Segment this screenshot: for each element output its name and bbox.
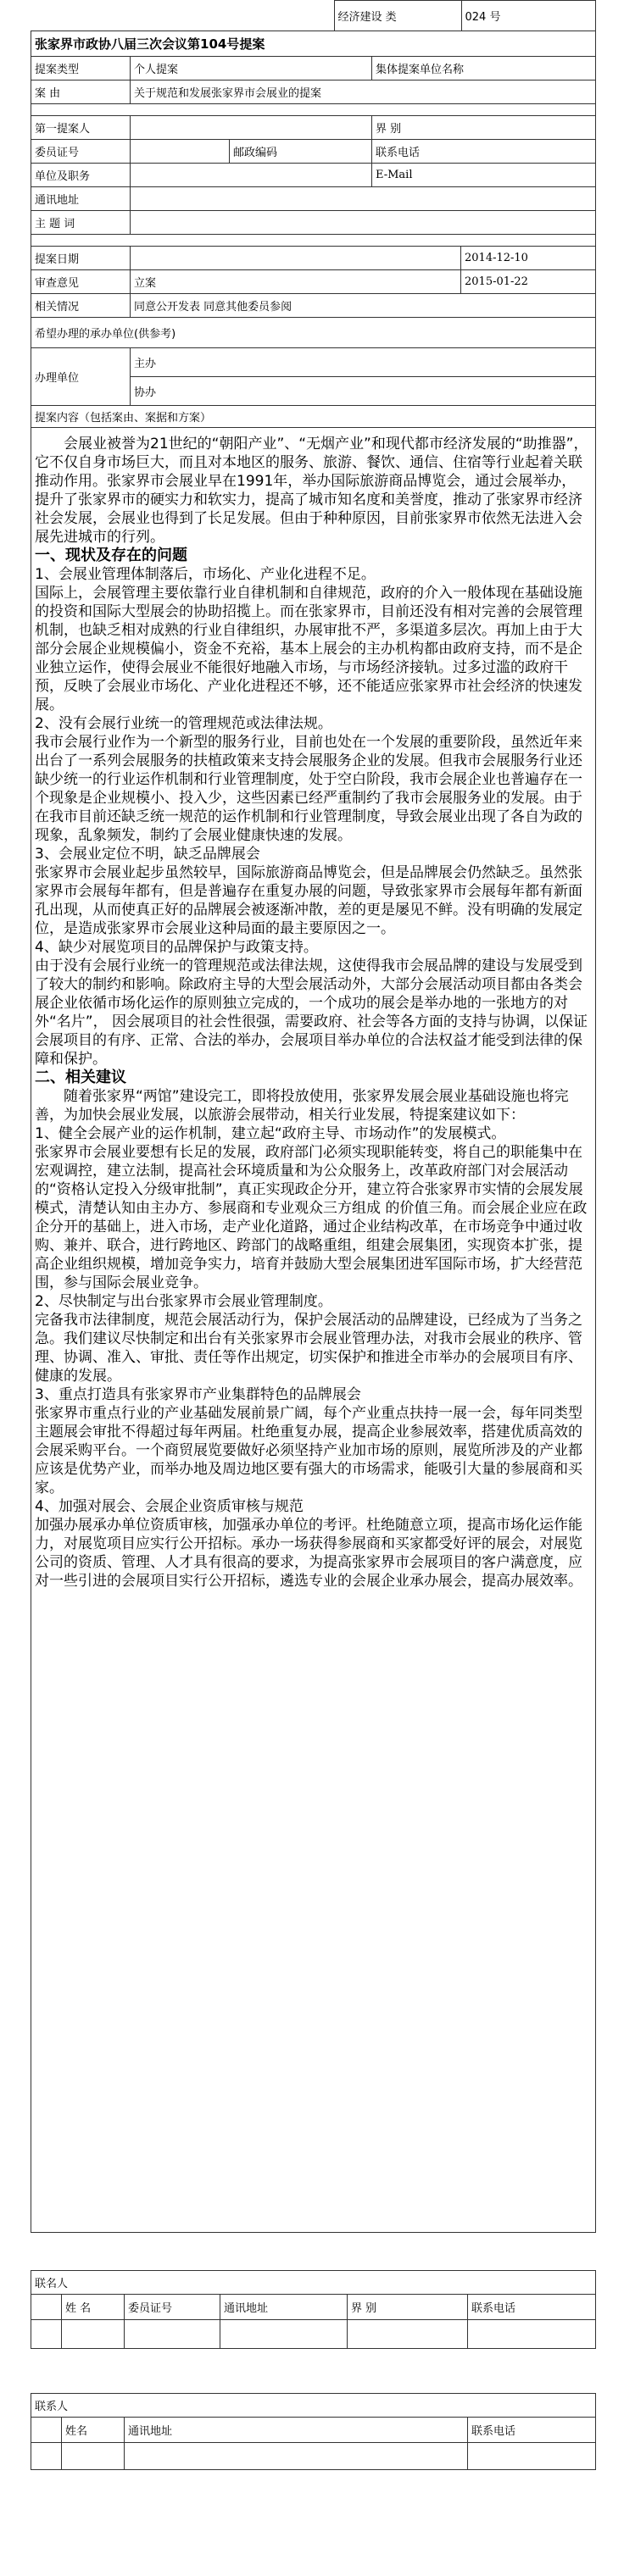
body-paragraph: 随着张家界“两馆”建设完工，即将投放使用，张家界发展会展业基础设施也将完善，为加快会展业发展，以旅游会展带动，相关行业发展，特提案建议如下： [35,1087,569,1124]
unit-label: 单位及职务 [31,163,131,186]
proposal-main-table [31,31,596,2233]
review-value: 立案 [131,269,461,293]
proposal-number: 024 号 [461,1,595,31]
handling-label: 办理单位 [31,347,131,405]
body-paragraph: 4、缺少对展览项目的品牌保护与政策支持。 [35,938,318,956]
body-paragraph: 完备我市法律制度，规范会展活动行为，保护会展活动的品牌建设，已经成为了当务之急。我们建议尽快制定和出台有关张家界市会展业管理办法，对我市会展业的秩序、管理、协调、准入、审批、责任等作出规定，切实保护和推进全市举办的会展项目有序、健康的发展。 [35,1311,582,1385]
contact-col-name: 姓名 [62,2417,125,2442]
address-label: 通讯地址 [31,186,131,210]
body-paragraph: 1、健全会展产业的运作机制，建立起“政府主导、市场动作”的发展模式。 [35,1124,506,1142]
date-label: 提案日期 [31,246,131,269]
first-proposer-label: 第一提案人 [31,115,131,139]
related-label: 相关情况 [31,293,131,317]
body-paragraph: 我市会展行业作为一个新型的服务行业，目前也处在一个发展的重要阶段，虽然近年来出台了一系列会展服务的扶植政策来支持会展服务企业的发展。但我市会展服务行业还缺少统一的行业运作机制和行业管理制度，处于空白阶段，我市会展企业也普遍存在一个现象是企业规模小、投入少，这些因素已经严重制约了我市会展服务业的发展。由于在我市目前还缺乏统一规范的运作机制和行业管理制度，导致会展业出现了各自为政的现象，乱象频发，制约了会展业健康快速的发展。 [35,733,582,844]
body-paragraph: 2、尽快制定与出台张家界市会展业管理制度。 [35,1292,332,1310]
co-handler-label: 协办 [131,376,596,405]
cosigners-col-member-no: 委员证号 [125,2294,220,2319]
contact-col-phone: 联系电话 [468,2417,596,2442]
contact-col-address: 通讯地址 [125,2417,468,2442]
body-paragraph: 3、会展业定位不明，缺乏品牌展会 [35,845,260,863]
related-value: 同意公开发表 同意其他委员参阅 [131,293,596,317]
body-paragraph: 由于没有会展行业统一的管理规范或法律法规，这使得我市会展品牌的建设与发展受到了较大的制约和影响。除政府主导的大型会展活动外，大部分会展活动项目都由各类会展企业依循市场化运作的原则独立完成的，一个成功的展会是举办地的一张地方的对外“名片”， 因会展项目的社会性很强，需要政府、社会等各方面的支持与协调，以保证会展项目的有序、正常、合法的举办，会展项目举办单位的合法权益才能受到法律的保障和保护。 [35,957,588,1068]
wish-label: 希望办理的承办单位(供参考) [31,317,596,347]
body-paragraph: 国际上，会展管理主要依靠行业自律机制和自律规范，政府的介入一般体现在基础设施的投资和国际大型展会的协助招揽上。而在张家界市，目前还没有相对完善的会展管理机制，也缺乏相对成熟的行业自律组织，办展审批不严，多渠道多层次。再加上由于大部分会展企业规模偏小，资金不充裕，基本上展会的主办机构都由政府支持，而不是企业独立运作，使得会展业不能很好地融入市场，与市场经济接轨。过多过滥的政府干预，反映了会展业市场化、产业化进程还不够，还不能适应张家界市社会经济的快速发展。 [35,584,582,713]
cosigners-section-label: 联名人 [31,2270,596,2294]
section-heading: 二、相关建议 [35,1068,126,1086]
body-paragraph: 会展业被誉为21世纪的“朝阳产业”、“无烟产业”和现代都市经济发展的“助推器”，它不仅自身市场巨大，而且对本地区的服务、旅游、餐饮、通信、住宿等行业起着关联推动作用。张家界市会展业早在1991年，举办国际旅游商品博览会，通过会展举办，提升了张家界市的硬实力和软实力，提高了城市知名度和美誉度，推动了张家界市经济社会发展，会展业也得到了长足发展。但由于种种原因，目前张家界市依然无法进入会展先进城市的行列。 [35,435,588,546]
review-date: 2015-01-22 [461,269,596,293]
body-paragraph: 2、没有会展行业统一的管理规范或法律法规。 [35,714,332,732]
postcode-label: 邮政编码 [230,139,372,163]
page-title: 张家界市政协八届三次会议第104号提案 [31,31,596,56]
cosigners-table [31,2270,596,2349]
cosigners-col-address: 通讯地址 [220,2294,348,2319]
phone-label: 联系电话 [372,139,596,163]
review-label: 审查意见 [31,269,131,293]
main-handler-label: 主办 [131,347,596,376]
cosigners-col-name: 姓 名 [62,2294,125,2319]
topic-label: 主 题 词 [31,210,131,234]
body-paragraph: 张家界市会展业要想有长足的发展，政府部门必须实现职能转变，将自己的职能集中在宏观调控，建立法制，提高社会环境质量和为公众服务上，改革政府部门对会展活动的“资格认定投入分级审批制”，真正实现政企分开，建立符合张家界市实情的会展发展模式，清楚认知由主办方、参展商和专业观众三方组成 的价值三角。而会展企业应在政企分开的基础上，进入市场，走产业化道路，通过企业结构改革，在市场竞争中通过收购、兼并、联合，进行跨地区、跨部门的战略重组，组建会展集团，实现资本扩张，提高企业组织规模，增加竞争实力，培育并鼓励大型会展集团进军国际市场，扩大经营范围，参与国际会展业竞争。 [35,1143,588,1291]
contact-table [31,2393,596,2470]
collective-label: 集体提案单位名称 [372,56,596,80]
content-label: 提案内容（包括案由、案据和方案） [31,405,596,427]
group-label: 界 别 [372,115,596,139]
category-label: 经济建设 类 [334,1,461,31]
body-paragraph: 张家界市会展业起步虽然较早，国际旅游商品博览会，但是品牌展会仍然缺乏。虽然张家界市会展每年都有，但是普遍存在重复办展的问题，导致张家界市会展每年都有新面孔出现，从而使真正好的品牌展会被逐渐冲散，差的更是屡见不鲜。没有明确的发展定位，是造成张家界市会展业这种局面的最主要原因之一。 [35,863,582,937]
body-paragraph: 张家界市重点行业的产业基础发展前景广阔，每个产业重点扶持一展一会，每年同类型主题展会审批不得超过每年两届。杜绝重复办展，提高企业参展效率，搭建优质高效的会展采购平台。一个商贸展览要做好必须坚持产业加市场的原则，展览所涉及的产业都应该是优势产业，而举办地及周边地区要有强大的市场需求，能吸引大量的参展商和买家。 [35,1404,582,1496]
subject-label: 案 由 [31,80,131,103]
body-paragraph: 加强办展承办单位资质审核，加强承办单位的考评。杜绝随意立项，提高市场化运作能力，对展览项目应实行公开招标。承办一场获得参展商和买家都受好评的展会，对展览公司的资质、管理、人才具有很高的要求，为提高张家界市会展项目的客户满意度，应对一些引进的会展项目实行公开招标，遴选专业的会展企业承办展会，提高办展效率。 [35,1516,582,1590]
proposal-type-value: 个人提案 [131,56,372,80]
body-paragraph: 1、会展业管理体制落后，市场化、产业化进程不足。 [35,565,376,583]
member-no-label: 委员证号 [31,139,131,163]
body-paragraph: 4、加强对展会、会展企业资质审核与规范 [35,1497,304,1515]
cosigners-col-group: 界 别 [348,2294,468,2319]
proposal-body [31,427,596,2232]
header-table [31,0,596,31]
subject-value: 关于规范和发展张家界市会展业的提案 [131,80,596,103]
email-label: E-Mail [372,163,596,186]
date-value: 2014-12-10 [461,246,596,269]
cosigners-col-phone: 联系电话 [468,2294,596,2319]
section-heading: 一、现状及存在的问题 [35,546,187,564]
contact-section-label: 联系人 [31,2393,596,2417]
proposal-document [31,0,595,2470]
body-paragraph: 3、重点打造具有张家界市产业集群特色的品牌展会 [35,1385,361,1403]
proposal-type-label: 提案类型 [31,56,131,80]
